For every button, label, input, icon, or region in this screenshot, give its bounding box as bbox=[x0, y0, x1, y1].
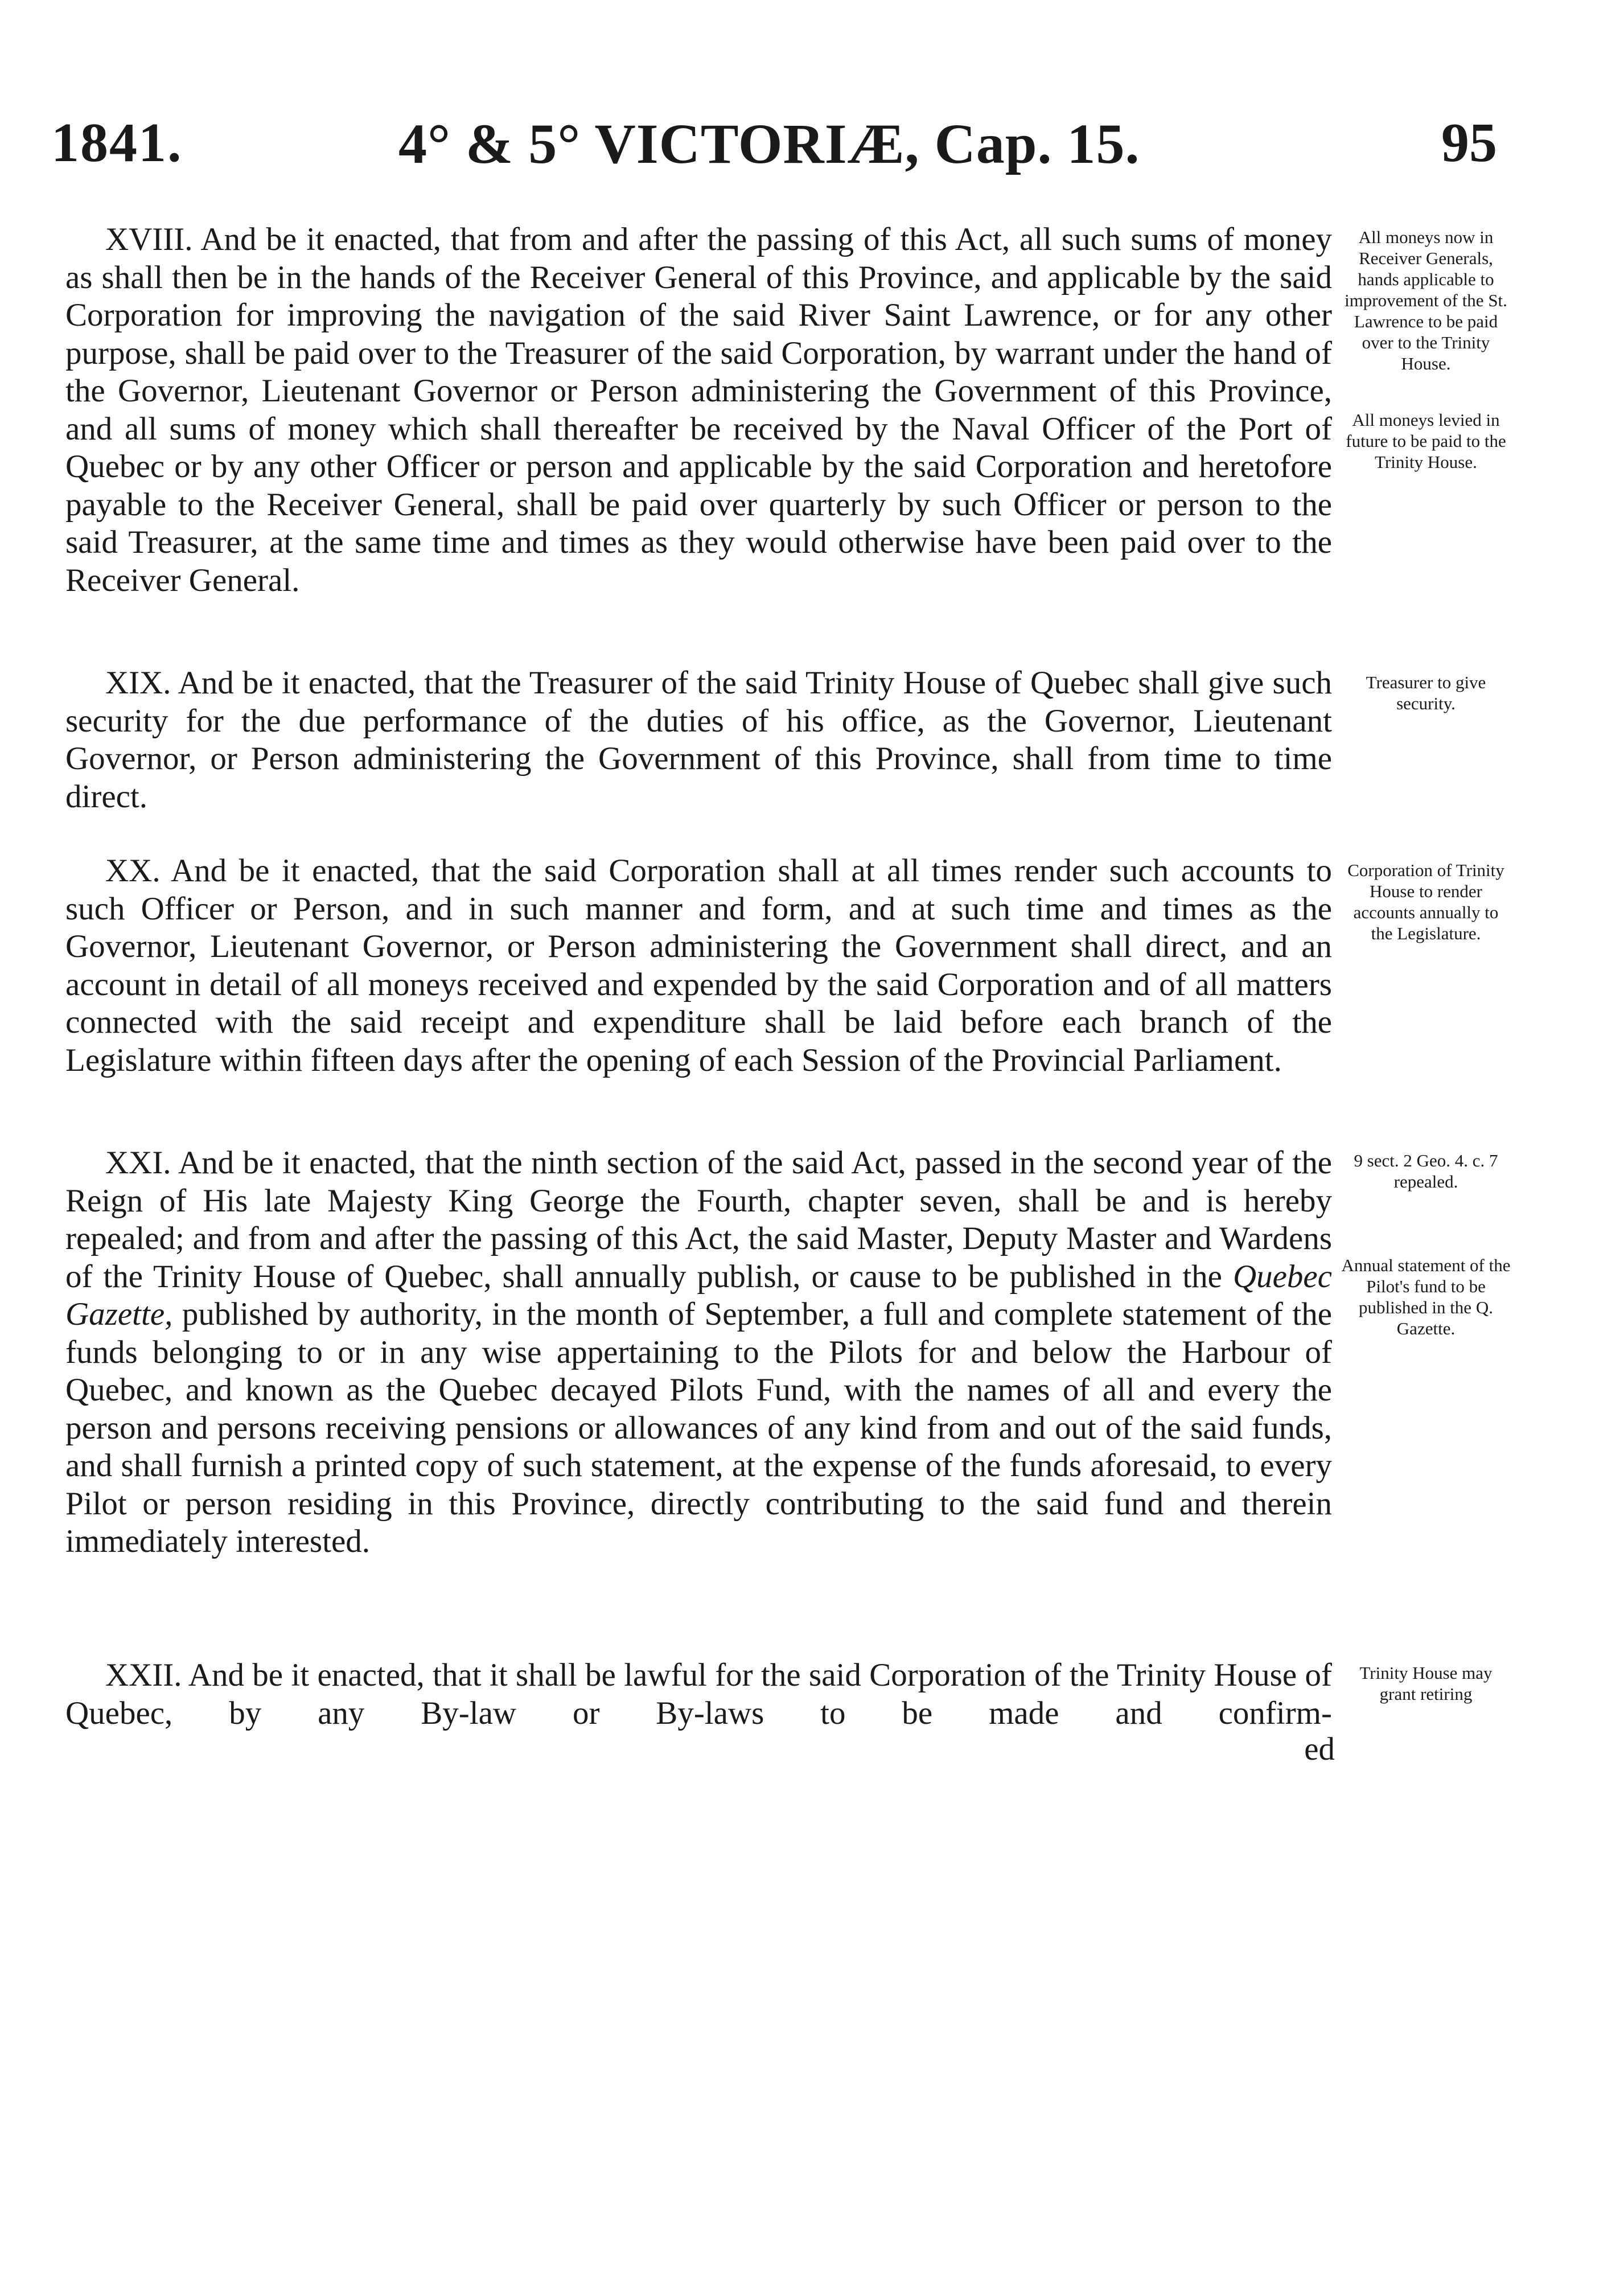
header-title: 4° & 5° VICTORIÆ, Cap. 15. bbox=[398, 112, 1140, 175]
section-xviii-paragraph bbox=[65, 221, 1332, 599]
page-number: 95 bbox=[1441, 112, 1497, 174]
section-xxii bbox=[65, 1657, 1332, 1732]
section-xx bbox=[65, 852, 1332, 1079]
section-number: XIX. bbox=[105, 665, 171, 701]
running-header bbox=[40, 111, 1503, 191]
section-xxii-paragraph bbox=[65, 1657, 1332, 1732]
section-text: And be it enacted, that from and after the passing of this Act, all such sums of money as shall then be in the hands of the Receiver General of this Province, and applicable by the said Corporation for improving the navigation of the said River Saint Lawrence, or for any other purpose, shall be paid over to the Treasurer of the said Corporation, by warrant under the hand of the Governor, Lieutenant Governor or Person administering the Government of this Province, and all sums of money which shall thereafter be received by the Naval Officer of the Port of Quebec or by any other Officer or person and applicable by the said Corporation and heretofore payable to the Receiver General, shall be paid over quarterly by such Officer or person to the said Treasurer, at the same time and times as they would otherwise have been paid over to the Receiver General. bbox=[65, 221, 1332, 598]
section-text: And be it enacted, that the Treasurer of the said Trinity House of Quebec shall give such security for the due performance of the duties of his office, as the Governor, Lieutenant Governor, or Person administering the Government of this Province, shall from time to time direct. bbox=[65, 665, 1332, 815]
marginal-notes-xix bbox=[1341, 672, 1511, 742]
marginal-notes-xx bbox=[1341, 860, 1511, 972]
marginal-note: All moneys now in Receiver Generals, hands applicable to improvement of the St. Lawrence to be paid over to the Trinity House. bbox=[1345, 227, 1507, 373]
section-xxi bbox=[65, 1144, 1332, 1561]
marginal-note: All moneys levied in future to be paid to the Trinity House. bbox=[1346, 410, 1506, 472]
marginal-note: Corporation of Trinity House to render accounts annually to the Legislature. bbox=[1347, 860, 1504, 943]
section-xxi-paragraph bbox=[65, 1144, 1332, 1561]
header-year: 1841. bbox=[51, 112, 183, 174]
marginal-note: Trinity House may grant retiring bbox=[1359, 1663, 1493, 1704]
section-number: XXI. bbox=[105, 1145, 171, 1181]
section-text: And be it enacted, that the said Corporation shall at all times render such accounts to such Officer or Person, and in such manner and form, and at such time and times as the Governor, Lieutenant Governor, or Person administering the Government shall direct, and an account in detail of all moneys received and expended by the said Corporation and of all matters connected with the said receipt and expenditure shall be laid before each branch of the Legislature within fifteen days after the opening of each Session of the Provincial Parliament. bbox=[65, 853, 1332, 1078]
section-number: XX. bbox=[105, 853, 161, 889]
italic-publication-name: Quebec Gazette, bbox=[65, 1258, 1332, 1332]
section-xviii bbox=[65, 221, 1332, 599]
section-text-continued: published by authority, in the month of September, a full and complete statement of the funds belonging to or in any wise appertaining to the Pilots for and below the Harbour of Quebec, and known as the Quebec decayed Pilots Fund, with the names of all and every the person and persons receiving pensions or allowances of any kind from and out of the said funds, and shall furnish a printed copy of such statement, at the expense of the funds aforesaid, to every Pilot or person residing in this Province, directly contributing to the said fund and therein immediately interested. bbox=[65, 1296, 1333, 1559]
marginal-note: Treasurer to give security. bbox=[1366, 672, 1486, 713]
marginal-notes-xxii bbox=[1341, 1662, 1511, 1733]
section-xix bbox=[65, 664, 1332, 816]
section-text: And be it enacted, that the ninth section of the said Act, passed in the second year of the Reign of His late Majesty King George the Fourth, chapter seven, shall be and is hereby repealed; and from and after the passing of this Act, the said Master, Deputy Master and Wardens of the Trinity House of Quebec, shall annually publish, or cause to be published in the bbox=[65, 1145, 1332, 1295]
marginal-notes-xxi bbox=[1341, 1150, 1511, 1367]
section-xx-paragraph bbox=[65, 852, 1332, 1079]
marginal-notes-xviii bbox=[1341, 227, 1511, 501]
marginal-note: Annual statement of the Pilot's fund to be published in the Q. Gazette. bbox=[1341, 1255, 1511, 1338]
section-number: XXII. bbox=[105, 1657, 182, 1693]
section-xix-paragraph bbox=[65, 664, 1332, 816]
continuation-word: ed bbox=[1304, 1731, 1335, 1767]
section-number: XVIII. bbox=[105, 221, 193, 257]
section-text: And be it enacted, that it shall be lawful for the said Corporation of the Trinity House of Quebec, by any By-law or By-laws to be made and confirm- bbox=[65, 1657, 1333, 1731]
marginal-note: 9 sect. 2 Geo. 4. c. 7 repealed. bbox=[1354, 1151, 1498, 1192]
